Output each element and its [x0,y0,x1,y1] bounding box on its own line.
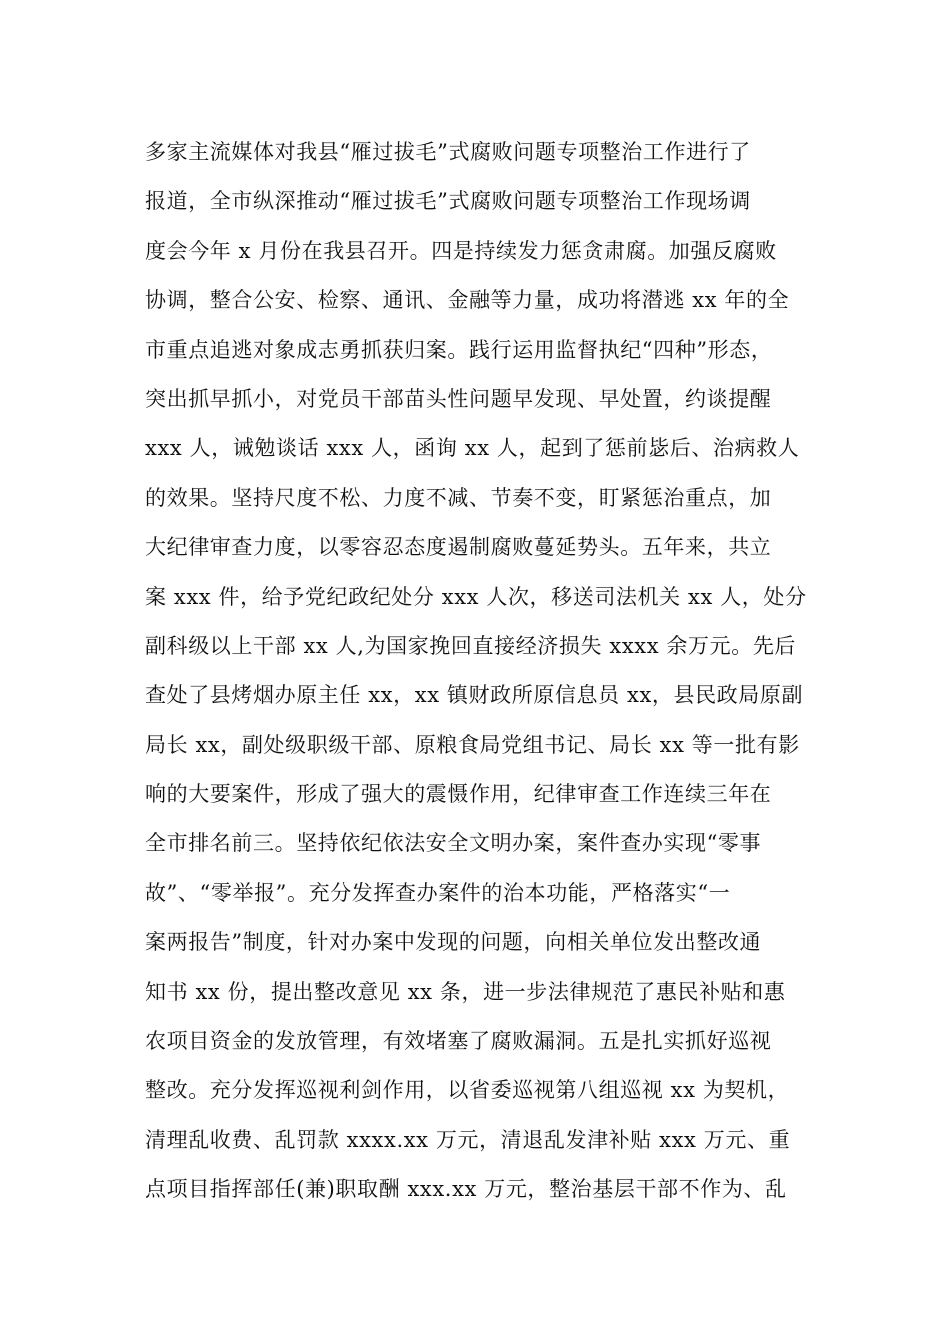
text-line: 全市排名前三。坚持依纪依法安全文明办案，案件查办实现“零事 [145,831,762,856]
text-line: 整改。充分发挥巡视利剑作用，以省委巡视第八组巡视 xx 为契机， [145,1078,790,1103]
body-paragraph [145,128,815,1215]
text-line: 局长 xx，副处级职级干部、原粮食局党组书记、局长 xx 等一批有影 [145,732,800,757]
text-line: 度会今年 x 月份在我县召开。四是持续发力惩贪肃腐。加强反腐败 [145,238,777,263]
text-line: 知书 xx 份，提出整改意见 xx 条，进一步法律规范了惠民补贴和惠 [145,979,786,1004]
text-line: 案 xxx 件，给予党纪政纪处分 xxx 人次，移送司法机关 xx 人，处分 [145,584,807,609]
text-line: 点项目指挥部任(兼)职取酬 xxx.xx 万元，整治基层干部不作为、乱 [145,1177,787,1202]
text-line: 清理乱收费、乱罚款 xxxx.xx 万元，清退乱发津补贴 xxx 万元、重 [145,1127,791,1152]
text-line: xxx 人，诫勉谈话 xxx 人，函询 xx 人，起到了惩前毖后、治病救人 [145,436,800,461]
text-line: 协调，整合公安、检察、通讯、金融等力量，成功将潜逃 xx 年的全 [145,288,790,313]
text-line: 报道，全市纵深推动“雁过拔毛”式腐败问题专项整治工作现场调 [145,189,751,214]
text-line: 故”、“零举报”。充分发挥查办案件的治本功能，严格落实“一 [145,880,731,905]
text-line: 响的大要案件，形成了强大的震慑作用，纪律审查工作连续三年在 [145,782,772,807]
text-line: 突出抓早抓小，对党员干部苗头性问题早发现、早处置，约谈提醒 [145,386,772,411]
text-line: 案两报告”制度，针对办案中发现的问题，向相关单位发出整改通 [145,930,762,955]
text-line: 多家主流媒体对我县“雁过拔毛”式腐败问题专项整治工作进行了 [145,140,751,164]
text-line: 大纪律审查力度，以零容忍态度遏制腐败蔓延势头。五年来，共立 [145,535,772,560]
text-line: 市重点追逃对象成志勇抓获归案。践行运用监督执纪“四种”形态， [145,337,773,362]
text-line: 查处了县烤烟办原主任 xx，xx 镇财政所原信息员 xx，县民政局原副 [145,683,804,708]
text-line: 农项目资金的发放管理，有效堵塞了腐败漏洞。五是扎实抓好巡视 [145,1029,772,1054]
text-line: 副科级以上干部 xx 人,为国家挽回直接经济损失 xxxx 余万元。先后 [145,633,797,658]
text-line: 的效果。坚持尺度不松、力度不减、节奏不变，盯紧惩治重点，加 [145,485,772,510]
